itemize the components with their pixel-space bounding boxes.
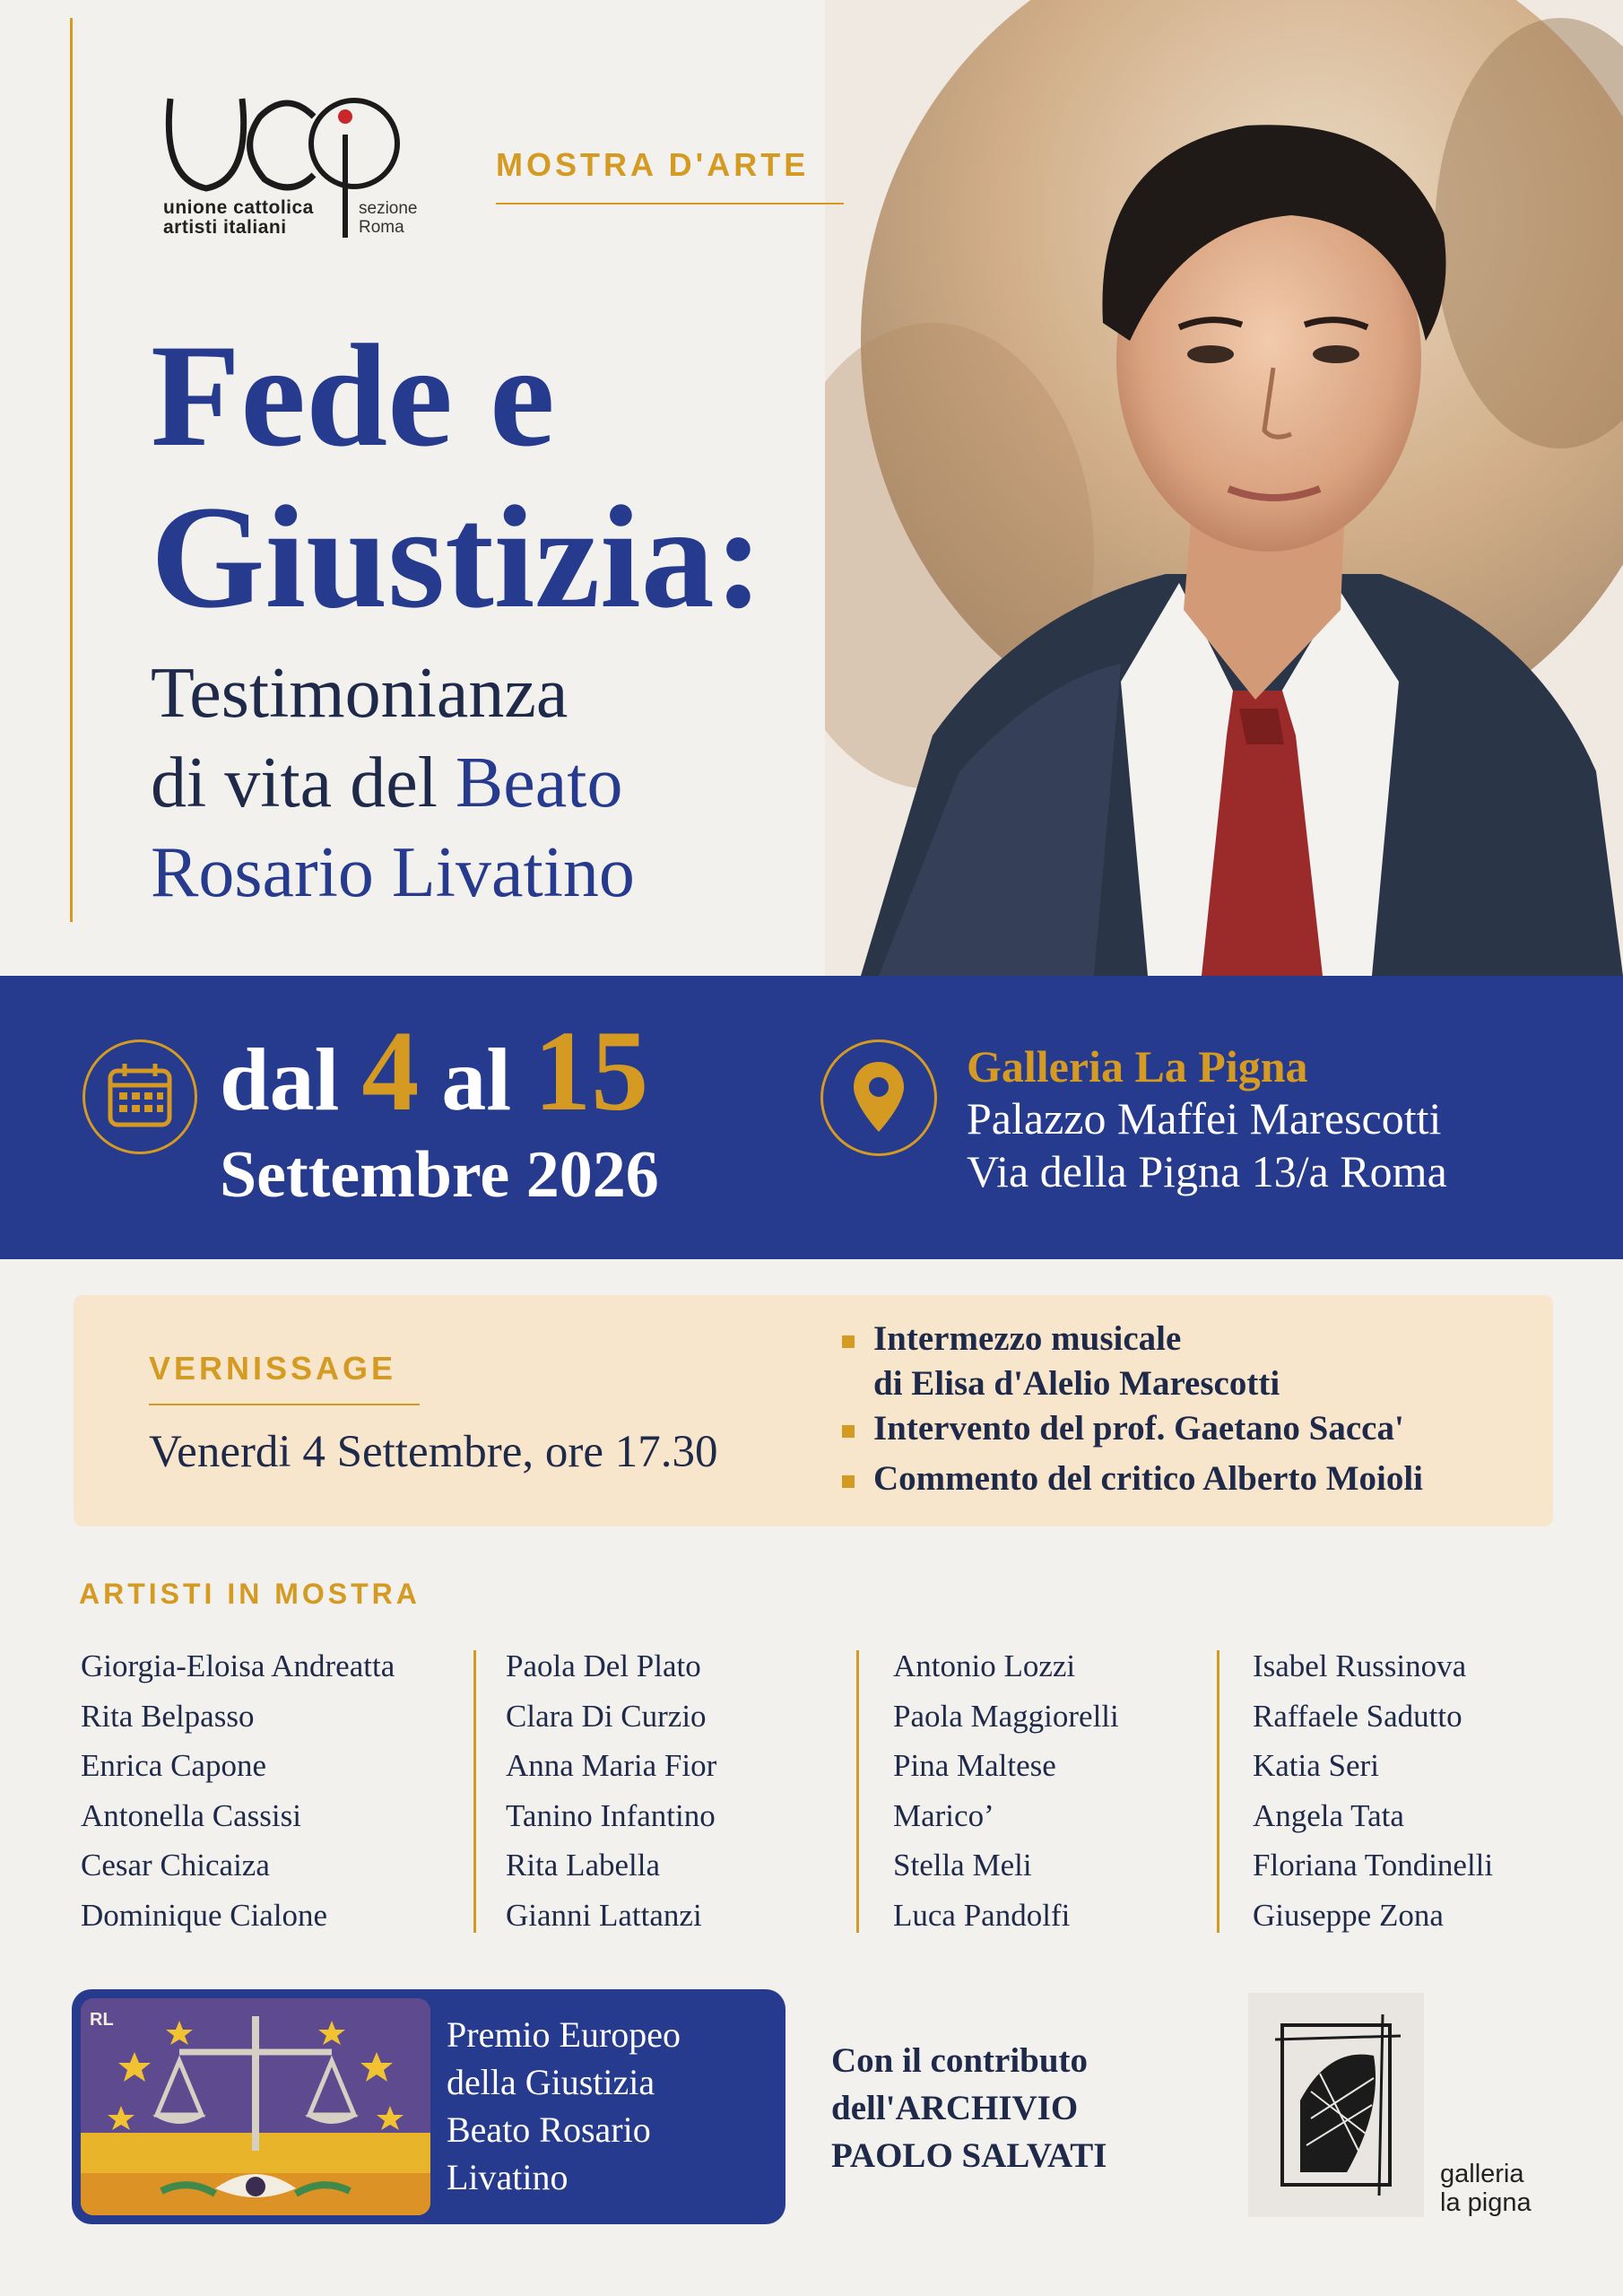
logo-section-label: sezione [359,199,418,218]
bullet-icon [842,1335,855,1348]
date-to-word: al [419,1030,534,1129]
artists-column-1 [81,1646,395,1944]
portrait-painting [825,0,1623,976]
artist-name: Dominique Cialone [81,1897,328,1933]
mosaic-mark: RL [90,2010,114,2030]
program-item-2: Intervento del prof. Gaetano Sacca' [873,1409,1404,1448]
venue-name: Galleria La Pigna [967,1041,1308,1091]
title-line1: Fede e [151,315,555,477]
program-item-1: Intermezzo musicale [873,1319,1182,1358]
artist-name: Katia Seri [1253,1748,1379,1783]
artist-name: Rita Belpasso [81,1698,255,1734]
artist-name: Rita Labella [506,1848,661,1883]
subtitle-line3: Rosario Livatino [151,833,635,912]
column-divider [856,1650,859,1933]
venue-address: Via della Pigna 13/a Roma [967,1146,1447,1196]
artists-label: ARTISTI IN MOSTRA [79,1578,421,1610]
logo-text-line1: unione cattolica [163,197,314,218]
program-item-3: Commento del critico Alberto Moioli [873,1459,1424,1498]
artist-name: Clara Di Curzio [506,1698,707,1734]
title-line2: Giustizia: [151,476,764,639]
artist-name: Isabel Russinova [1253,1648,1467,1683]
gallery-logo-text-line1: galleria [1440,2160,1524,2188]
date-start-day: 4 [361,1007,420,1135]
prize-line-4: Livatino [447,2157,568,2197]
artists-column-2 [506,1646,716,1944]
artist-name: Antonio Lozzi [893,1648,1076,1683]
vernissage-date: Venerdi 4 Settembre, ore 17.30 [149,1427,718,1477]
date-range [220,1007,649,1135]
bullet-icon [842,1425,855,1438]
date-end-day: 15 [534,1007,649,1135]
bullet-icon [842,1475,855,1488]
artist-name: Antonella Cassisi [81,1797,301,1833]
gallery-logo [1248,1993,1424,2217]
column-divider [473,1650,476,1933]
contribution-line-1: Con il contributo [831,2041,1089,2080]
artist-name: Raffaele Sadutto [1253,1698,1462,1734]
map-pin-icon [820,1039,937,1156]
program-item-1-cont: di Elisa d'Alelio Marescotti [873,1364,1280,1403]
artist-name: Angela Tata [1253,1797,1404,1833]
accent-line [70,18,73,922]
artist-name: Gianni Lattanzi [506,1897,702,1933]
artist-name: Pina Maltese [893,1748,1056,1783]
date-from-word: dal [220,1030,362,1129]
calendar-icon [82,1039,197,1154]
vernissage-label: VERNISSAGE [149,1350,397,1387]
subtitle-line1: Testimonianza [151,654,568,733]
artist-name: Enrica Capone [81,1748,266,1783]
prize-line-2: della Giustizia [447,2062,655,2102]
artist-name: Floriana Tondinelli [1253,1848,1494,1883]
venue-building: Palazzo Maffei Marescotti [967,1093,1442,1144]
artist-name: Giuseppe Zona [1253,1897,1444,1933]
column-divider [1217,1650,1219,1933]
artist-name: Stella Meli [893,1848,1032,1883]
subtitle-line2-a: di vita del [151,744,456,822]
date-month-year: Settembre 2026 [220,1138,659,1212]
eyebrow-rule [496,203,844,204]
artist-name: Paola Maggiorelli [893,1698,1119,1734]
eyebrow-label: MOSTRA D'ARTE [496,146,810,183]
artist-name: Tanino Infantino [506,1797,716,1833]
contribution-line-2: dell'ARCHIVIO [831,2089,1079,2127]
subtitle-line2-b: Beato [455,744,623,822]
artist-name: Cesar Chicaiza [81,1848,270,1883]
vernissage-rule [149,1404,420,1405]
artists-column-3 [893,1646,1119,1944]
gallery-logo-text-line2: la pigna [1440,2188,1532,2217]
artist-name: Anna Maria Fior [506,1748,717,1783]
scales-of-justice-mosaic [81,1998,430,2215]
prize-line-1: Premio Europeo [447,2014,681,2055]
logo-section-city: Roma [359,218,404,237]
subtitle-line2 [151,744,623,822]
contribution-line-3: PAOLO SALVATI [831,2136,1107,2175]
artists-column-4 [1253,1646,1493,1944]
artist-name: Paola Del Plato [506,1648,701,1683]
prize-line-3: Beato Rosario [447,2109,651,2150]
logo-text-line2: artisti italiani [163,217,287,238]
artist-name: Luca Pandolfi [893,1897,1071,1933]
artist-name: Marico’ [893,1797,994,1833]
artist-name: Giorgia-Eloisa Andreatta [81,1648,395,1683]
